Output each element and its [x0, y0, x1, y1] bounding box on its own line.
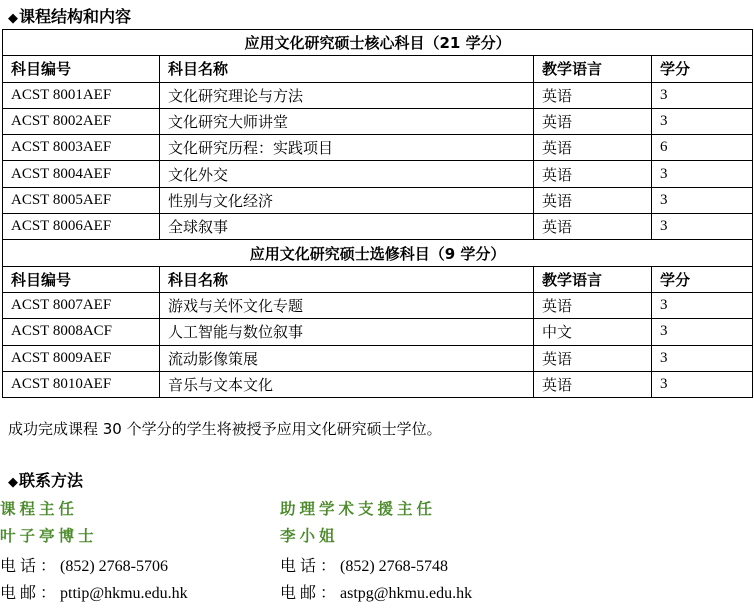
table-header-row [3, 266, 753, 292]
header-code: 科目编号 [3, 56, 160, 82]
table-row [3, 319, 753, 345]
table-row [3, 187, 753, 213]
contact-person: 叶子亭博士 [0, 527, 98, 545]
course-language: 英语 [534, 371, 652, 397]
contact-role: 课程主任 [0, 500, 79, 518]
course-name: 性别与文化经济 [160, 187, 534, 213]
phone-label: 电话： [0, 556, 61, 575]
course-credits: 3 [652, 319, 753, 345]
course-language: 中文 [534, 319, 652, 345]
phone-label: 电话： [280, 556, 341, 575]
curriculum-title-text: 课程结构和内容 [19, 7, 132, 26]
course-credits: 3 [652, 161, 753, 187]
core-group-title: 应用文化研究硕士核心科目（21 学分） [3, 30, 753, 56]
contact-title-text: 联系方法 [19, 471, 84, 490]
diamond-bullet-icon: ◆ [8, 11, 18, 26]
email-label: 电邮： [280, 583, 341, 602]
course-code: ACST 8003AEF [3, 135, 160, 161]
course-name: 文化外交 [160, 161, 534, 187]
course-code: ACST 8002AEF [3, 108, 160, 134]
course-credits: 3 [652, 82, 753, 108]
table-row [3, 161, 753, 187]
contact-phone: (852) 2768-5706 [60, 558, 168, 575]
contact-section-title [8, 472, 83, 492]
course-language: 英语 [534, 292, 652, 318]
course-credits: 3 [652, 187, 753, 213]
course-code: ACST 8007AEF [3, 292, 160, 318]
contact-phone-line [280, 552, 472, 579]
course-credits: 3 [652, 371, 753, 397]
course-name: 人工智能与数位叙事 [160, 319, 534, 345]
header-code: 科目编号 [3, 266, 160, 292]
course-code: ACST 8005AEF [3, 187, 160, 213]
course-name: 音乐与文本文化 [160, 371, 534, 397]
email-label: 电邮： [0, 583, 61, 602]
table-row [3, 214, 753, 240]
table-row [3, 292, 753, 318]
course-language: 英语 [534, 214, 652, 240]
course-code: ACST 8009AEF [3, 345, 160, 371]
course-language: 英语 [534, 82, 652, 108]
course-code: ACST 8001AEF [3, 82, 160, 108]
course-code: ACST 8010AEF [3, 371, 160, 397]
course-credits: 3 [652, 345, 753, 371]
course-credits: 3 [652, 108, 753, 134]
course-language: 英语 [534, 108, 652, 134]
course-name: 文化研究历程：实践项目 [160, 135, 534, 161]
course-name: 文化研究大师讲堂 [160, 108, 534, 134]
course-name: 流动影像策展 [160, 345, 534, 371]
table-header-row [3, 56, 753, 82]
course-credits: 3 [652, 214, 753, 240]
course-name: 文化研究理论与方法 [160, 82, 534, 108]
contact-academic-support [280, 498, 472, 606]
header-language: 教学语言 [534, 56, 652, 82]
course-credits: 6 [652, 135, 753, 161]
table-row [3, 82, 753, 108]
course-name: 全球叙事 [160, 214, 534, 240]
table-row [3, 135, 753, 161]
table-row [3, 108, 753, 134]
elective-group-title: 应用文化研究硕士选修科目（9 学分） [3, 240, 753, 266]
course-language: 英语 [534, 135, 652, 161]
course-code: ACST 8008ACF [3, 319, 160, 345]
header-language: 教学语言 [534, 266, 652, 292]
curriculum-section-title [8, 8, 131, 28]
course-table [2, 29, 753, 398]
course-language: 英语 [534, 187, 652, 213]
contact-email-line [280, 579, 472, 606]
contact-programme-leader [0, 498, 188, 606]
course-name: 游戏与关怀文化专题 [160, 292, 534, 318]
course-language: 英语 [534, 345, 652, 371]
contact-email[interactable]: pttip@hkmu.edu.hk [60, 585, 188, 602]
header-name: 科目名称 [160, 266, 534, 292]
course-code: ACST 8006AEF [3, 214, 160, 240]
contact-role: 助理学术支援主任 [280, 500, 437, 518]
header-credits: 学分 [652, 266, 753, 292]
course-language: 英语 [534, 161, 652, 187]
course-credits: 3 [652, 292, 753, 318]
contact-phone: (852) 2768-5748 [340, 558, 448, 575]
header-credits: 学分 [652, 56, 753, 82]
table-row [3, 371, 753, 397]
table-row [3, 345, 753, 371]
contact-email-line [0, 579, 188, 606]
header-name: 科目名称 [160, 56, 534, 82]
contact-phone-line [0, 552, 188, 579]
contact-email[interactable]: astpg@hkmu.edu.hk [340, 585, 473, 602]
course-code: ACST 8004AEF [3, 161, 160, 187]
diamond-bullet-icon: ◆ [8, 475, 18, 490]
contact-person: 李小姐 [280, 527, 339, 545]
completion-summary: 成功完成课程 30 个学分的学生将被授予应用文化研究硕士学位。 [8, 420, 442, 438]
